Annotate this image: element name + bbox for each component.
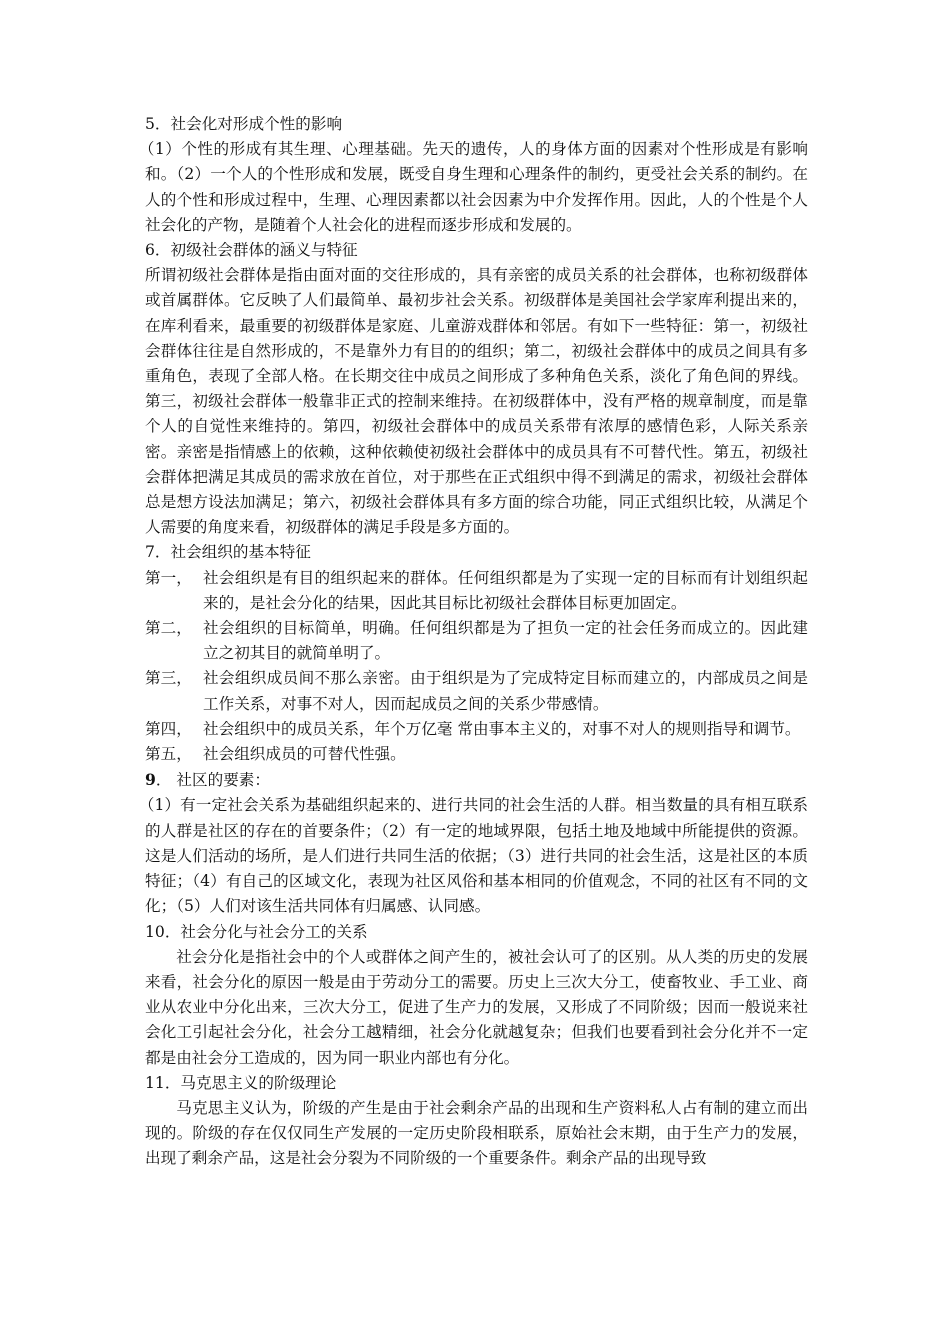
- feature-label: 第五，: [145, 745, 192, 764]
- section-10-paragraph: 社会分化是指社会中的个人或群体之间产生的，被社会认可了的区别。从人类的历史的发展来看，社会分化的原因一般是由于劳动分工的需要。历史上三次大分工，使畜牧业、手工业、商业从农业中分化出来，三次大分工，促进了生产力的发展，又形成了不同阶级；因而一般说来社会化工引起社会分化，社会分工越精细，社会分化就越复杂；但我们也要看到社会分化并不一定都是由社会分工造成的，因为同一职业内部也有分化。: [145, 947, 808, 1067]
- section-heading-7: 7．社会组织的基本特征: [145, 543, 311, 562]
- section-heading-11: 11．马克思主义的阶级理论: [145, 1073, 337, 1092]
- section-11-paragraph: 马克思主义认为，阶级的产生是由于社会剩余产品的出现和生产资料私人占有制的建立而出现的。阶级的存在仅仅同生产发展的一定历史阶段相联系，原始社会末期，由于生产力的发展，出现了剩余产品，这是社会分裂为不同阶级的一个重要条件。剩余产品的出现导致: [145, 1098, 808, 1168]
- feature-item-1: [145, 566, 808, 616]
- section-number: 9: [145, 770, 156, 790]
- section-title: ． 社区的要素：: [155, 771, 270, 790]
- feature-item-4: [145, 717, 808, 742]
- feature-item-3: [145, 666, 808, 716]
- section-9-paragraph: （1）有一定社会关系为基础组织起来的、进行共同的社会生活的人群。相当数量的具有相互联系的人群是社区的存在的首要条件；（2）有一定的地域界限，包括土地及地域中所能提供的资源。这是人们活动的场所，是人们进行共同生活的依据；（3）进行共同的社会生活，这是社区的本质特征；（4）有自己的区域文化，表现为社区风俗和基本相同的价值观念，不同的社区有不同的文化；（5）人们对该生活共同体有归属感、认同感。: [138, 796, 808, 916]
- feature-item-2: [145, 616, 808, 666]
- feature-text: 社会组织成员的可替代性强。: [203, 745, 406, 764]
- section-5-paragraph: （1）个性的形成有其生理、心理基础。先天的遗传，人的身体方面的因素对个性形成是有影响和。（2）一个人的个性形成和发展，既受自身生理和心理条件的制约，更受社会关系的制约。在人的个性和形成过程中，生理、心理因素都以社会因素为中介发挥作用。因此，人的个性是个人社会化的产物，是随着个人社会化的进程而逐步形成和发展的。: [138, 140, 808, 234]
- feature-text: 社会组织中的成员关系，年个万亿毫 常由事本主义的，对事不对人的规则指导和调节。: [203, 719, 801, 738]
- organization-feature-list: [145, 566, 808, 768]
- feature-label: 第二，: [145, 619, 192, 638]
- feature-text: 社会组织的目标简单，明确。任何组织都是为了担负一定的社会任务而成立的。因此建立之初其目的就简单明了。: [203, 619, 808, 663]
- feature-label: 第三，: [145, 669, 192, 688]
- feature-item-5: [145, 742, 808, 767]
- feature-text: 社会组织成员间不那么亲密。由于组织是为了完成特定目标而建立的，内部成员之间是工作关系，对事不对人，因而起成员之间的关系少带感情。: [203, 669, 808, 713]
- section-heading-9: [145, 767, 808, 793]
- feature-label: 第一，: [145, 568, 192, 587]
- feature-text: 社会组织是有目的组织起来的群体。任何组织都是为了实现一定的目标而有计划组织起来的，是社会分化的结果，因此其目标比初级社会群体目标更加固定。: [203, 568, 808, 612]
- section-heading-6: 6．初级社会群体的涵义与特征: [145, 241, 358, 260]
- feature-label: 第四，: [145, 719, 192, 738]
- section-heading-5: 5．社会化对形成个性的影响: [145, 115, 343, 133]
- section-6-paragraph: 所谓初级社会群体是指由面对面的交往形成的，具有亲密的成员关系的社会群体，也称初级群体或首属群体。它反映了人们最简单、最初步社会关系。初级群体是美国社会学家库利提出来的，在库利看来，最重要的初级群体是家庭、儿童游戏群体和邻居。有如下一些特征：第一，初级社会群体往往是自然形成的，不是靠外力有目的的组织；第二，初级社会群体中的成员之间具有多重角色，表现了全部人格。在长期交往中成员之间形成了多种角色关系，淡化了角色间的界线。第三，初级社会群体一般靠非正式的控制来维持。在初级群体中，没有严格的规章制度，而是靠个人的自觉性来维持的。第四，初级社会群体中的成员关系带有浓厚的感情色彩，人际关系亲密。亲密是指情感上的依赖，这种依赖使初级社会群体中的成员具有不可替代性。第五，初级社会群体把满足其成员的需求放在首位，对于那些在正式组织中得不到满足的需求，初级社会群体总是想方设法加满足；第六，初级社会群体具有多方面的综合功能，同正式组织比较，从满足个人需要的角度来看，初级群体的满足手段是多方面的。: [145, 266, 808, 537]
- document-page: [138, 112, 808, 1172]
- section-heading-10: 10．社会分化与社会分工的关系: [145, 922, 368, 941]
